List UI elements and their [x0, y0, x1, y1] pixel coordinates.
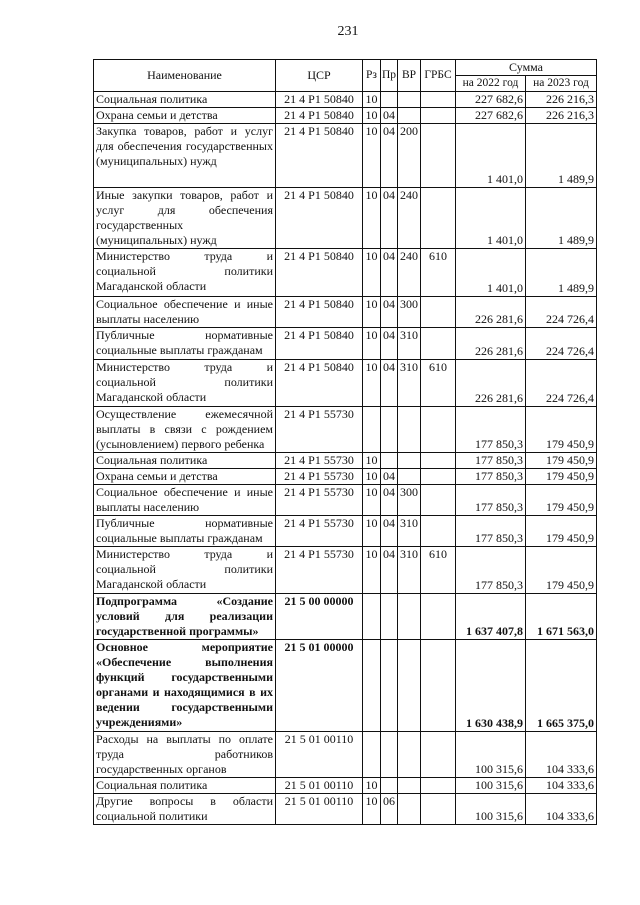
grbs-cell	[421, 794, 456, 825]
sum-2023-cell: 224 726,4	[526, 328, 597, 360]
pr-cell	[381, 778, 398, 794]
csr-cell: 21 4 P1 50840	[276, 328, 363, 360]
rz-cell: 10	[363, 469, 381, 485]
grbs-cell	[421, 732, 456, 778]
header-name: Наименование	[94, 60, 276, 92]
vr-cell	[398, 407, 421, 453]
vr-cell	[398, 794, 421, 825]
name-cell: Министерство труда и социальной политики Магаданской области	[94, 547, 276, 594]
grbs-cell	[421, 485, 456, 516]
sum-2022-cell: 226 281,6	[456, 328, 526, 360]
rz-cell: 10	[363, 188, 381, 249]
pr-cell: 04	[381, 188, 398, 249]
vr-cell	[398, 732, 421, 778]
sum-2022-cell: 226 281,6	[456, 297, 526, 328]
pr-cell: 04	[381, 360, 398, 407]
rz-cell	[363, 594, 381, 640]
rz-cell: 10	[363, 516, 381, 547]
name-cell: Социальная политика	[94, 778, 276, 794]
csr-cell: 21 4 P1 50840	[276, 297, 363, 328]
name-cell: Социальная политика	[94, 453, 276, 469]
sum-2022-cell: 177 850,3	[456, 469, 526, 485]
table-row	[94, 124, 597, 188]
sum-2022-cell: 177 850,3	[456, 516, 526, 547]
rz-cell	[363, 732, 381, 778]
sum-2023-cell: 179 450,9	[526, 453, 597, 469]
rz-cell: 10	[363, 249, 381, 297]
sum-2023-cell: 179 450,9	[526, 547, 597, 594]
header-sum-2022: на 2022 год	[456, 76, 526, 92]
rz-cell	[363, 640, 381, 732]
csr-cell: 21 4 P1 55730	[276, 453, 363, 469]
name-cell: Министерство труда и социальной политики Магаданской области	[94, 360, 276, 407]
csr-cell: 21 4 P1 55730	[276, 516, 363, 547]
grbs-cell	[421, 453, 456, 469]
vr-cell	[398, 469, 421, 485]
table-row	[94, 108, 597, 124]
sum-2022-cell: 226 281,6	[456, 360, 526, 407]
rz-cell: 10	[363, 547, 381, 594]
grbs-cell	[421, 92, 456, 108]
vr-cell	[398, 453, 421, 469]
header-row	[94, 60, 597, 76]
pr-cell	[381, 453, 398, 469]
rz-cell: 10	[363, 328, 381, 360]
vr-cell: 300	[398, 485, 421, 516]
name-cell: Социальное обеспечение и иные выплаты населению	[94, 485, 276, 516]
vr-cell: 300	[398, 297, 421, 328]
grbs-cell	[421, 640, 456, 732]
rz-cell: 10	[363, 92, 381, 108]
csr-cell: 21 4 P1 55730	[276, 469, 363, 485]
pr-cell: 04	[381, 249, 398, 297]
csr-cell: 21 4 P1 50840	[276, 92, 363, 108]
header-vr: ВР	[398, 60, 421, 92]
table-row	[94, 516, 597, 547]
csr-cell: 21 5 01 00110	[276, 732, 363, 778]
header-sum: Сумма	[456, 60, 597, 76]
csr-cell: 21 5 01 00000	[276, 640, 363, 732]
sum-2022-cell: 100 315,6	[456, 732, 526, 778]
vr-cell: 310	[398, 360, 421, 407]
grbs-cell	[421, 297, 456, 328]
rz-cell: 10	[363, 485, 381, 516]
sum-2022-cell: 227 682,6	[456, 108, 526, 124]
rz-cell	[363, 407, 381, 453]
sum-2023-cell: 179 450,9	[526, 516, 597, 547]
sum-2023-cell: 179 450,9	[526, 485, 597, 516]
vr-cell	[398, 108, 421, 124]
vr-cell	[398, 778, 421, 794]
table-row	[94, 469, 597, 485]
rz-cell: 10	[363, 108, 381, 124]
header-pr: Пр	[381, 60, 398, 92]
grbs-cell	[421, 469, 456, 485]
grbs-cell: 610	[421, 360, 456, 407]
grbs-cell: 610	[421, 547, 456, 594]
csr-cell: 21 4 P1 50840	[276, 188, 363, 249]
sum-2023-cell: 179 450,9	[526, 469, 597, 485]
table-header	[94, 60, 597, 92]
sum-2022-cell: 1 630 438,9	[456, 640, 526, 732]
table-row	[94, 188, 597, 249]
name-cell: Закупка товаров, работ и услуг для обеспечения государственных (муниципальных) нужд	[94, 124, 276, 188]
table-row	[94, 485, 597, 516]
table-row	[94, 453, 597, 469]
table-row	[94, 328, 597, 360]
csr-cell: 21 5 00 00000	[276, 594, 363, 640]
name-cell: Расходы на выплаты по оплате труда работников государственных органов	[94, 732, 276, 778]
vr-cell: 310	[398, 516, 421, 547]
pr-cell: 04	[381, 516, 398, 547]
name-cell: Министерство труда и социальной политики Магаданской области	[94, 249, 276, 297]
table-row	[94, 92, 597, 108]
name-cell: Подпрограмма «Создание условий для реализации государственной программы»	[94, 594, 276, 640]
table-row	[94, 640, 597, 732]
name-cell: Социальное обеспечение и иные выплаты населению	[94, 297, 276, 328]
table-row	[94, 732, 597, 778]
sum-2022-cell: 227 682,6	[456, 92, 526, 108]
sum-2022-cell: 1 401,0	[456, 124, 526, 188]
page-number: 231	[337, 24, 359, 39]
pr-cell: 04	[381, 485, 398, 516]
pr-cell	[381, 732, 398, 778]
sum-2023-cell: 226 216,3	[526, 108, 597, 124]
rz-cell: 10	[363, 360, 381, 407]
pr-cell	[381, 640, 398, 732]
pr-cell: 04	[381, 108, 398, 124]
vr-cell	[398, 640, 421, 732]
pr-cell: 04	[381, 469, 398, 485]
name-cell: Другие вопросы в области социальной политики	[94, 794, 276, 825]
sum-2023-cell: 1 671 563,0	[526, 594, 597, 640]
sum-2023-cell: 226 216,3	[526, 92, 597, 108]
csr-cell: 21 4 P1 50840	[276, 108, 363, 124]
sum-2023-cell: 179 450,9	[526, 407, 597, 453]
table-body	[94, 92, 597, 825]
pr-cell: 04	[381, 297, 398, 328]
pr-cell: 04	[381, 328, 398, 360]
pr-cell	[381, 407, 398, 453]
pr-cell: 04	[381, 547, 398, 594]
sum-2022-cell: 1 401,0	[456, 249, 526, 297]
sum-2023-cell: 104 333,6	[526, 794, 597, 825]
table-row	[94, 407, 597, 453]
table-row	[94, 249, 597, 297]
sum-2022-cell: 177 850,3	[456, 407, 526, 453]
grbs-cell: 610	[421, 249, 456, 297]
name-cell: Основное мероприятие «Обеспечение выполнения функций государственными органами и находящимися в их ведении государственными учреждениями»	[94, 640, 276, 732]
csr-cell: 21 4 P1 55730	[276, 485, 363, 516]
vr-cell	[398, 92, 421, 108]
sum-2023-cell: 224 726,4	[526, 297, 597, 328]
rz-cell: 10	[363, 297, 381, 328]
pr-cell: 06	[381, 794, 398, 825]
sum-2023-cell: 1 489,9	[526, 188, 597, 249]
csr-cell: 21 4 P1 55730	[276, 407, 363, 453]
csr-cell: 21 4 P1 55730	[276, 547, 363, 594]
header-rz: Рз	[363, 60, 381, 92]
csr-cell: 21 4 P1 50840	[276, 124, 363, 188]
sum-2022-cell: 177 850,3	[456, 547, 526, 594]
csr-cell: 21 5 01 00110	[276, 778, 363, 794]
sum-2022-cell: 1 401,0	[456, 188, 526, 249]
name-cell: Публичные нормативные социальные выплаты гражданам	[94, 328, 276, 360]
grbs-cell	[421, 594, 456, 640]
table-row	[94, 594, 597, 640]
csr-cell: 21 5 01 00110	[276, 794, 363, 825]
name-cell: Социальная политика	[94, 92, 276, 108]
sum-2023-cell: 104 333,6	[526, 732, 597, 778]
sum-2022-cell: 177 850,3	[456, 453, 526, 469]
grbs-cell	[421, 108, 456, 124]
grbs-cell	[421, 188, 456, 249]
budget-table	[93, 59, 597, 825]
pr-cell	[381, 92, 398, 108]
vr-cell: 310	[398, 547, 421, 594]
grbs-cell	[421, 778, 456, 794]
table-row	[94, 794, 597, 825]
rz-cell: 10	[363, 453, 381, 469]
header-csr: ЦСР	[276, 60, 363, 92]
table-row	[94, 360, 597, 407]
vr-cell: 240	[398, 249, 421, 297]
grbs-cell	[421, 124, 456, 188]
header-grbs: ГРБС	[421, 60, 456, 92]
rz-cell: 10	[363, 794, 381, 825]
vr-cell: 200	[398, 124, 421, 188]
name-cell: Охрана семьи и детства	[94, 108, 276, 124]
rz-cell: 10	[363, 124, 381, 188]
name-cell: Осуществление ежемесячной выплаты в связи с рождением (усыновлением) первого ребенка	[94, 407, 276, 453]
csr-cell: 21 4 P1 50840	[276, 360, 363, 407]
name-cell: Охрана семьи и детства	[94, 469, 276, 485]
sum-2023-cell: 224 726,4	[526, 360, 597, 407]
table-row	[94, 297, 597, 328]
sum-2023-cell: 1 665 375,0	[526, 640, 597, 732]
grbs-cell	[421, 407, 456, 453]
pr-cell	[381, 594, 398, 640]
sum-2022-cell: 100 315,6	[456, 778, 526, 794]
sum-2022-cell: 100 315,6	[456, 794, 526, 825]
vr-cell: 310	[398, 328, 421, 360]
table-row	[94, 547, 597, 594]
rz-cell: 10	[363, 778, 381, 794]
grbs-cell	[421, 516, 456, 547]
name-cell: Иные закупки товаров, работ и услуг для обеспечения государственных (муниципальных) нужд	[94, 188, 276, 249]
sum-2022-cell: 177 850,3	[456, 485, 526, 516]
vr-cell: 240	[398, 188, 421, 249]
header-sum-2023: на 2023 год	[526, 76, 597, 92]
table-row	[94, 778, 597, 794]
sum-2023-cell: 1 489,9	[526, 124, 597, 188]
csr-cell: 21 4 P1 50840	[276, 249, 363, 297]
sum-2022-cell: 1 637 407,8	[456, 594, 526, 640]
grbs-cell	[421, 328, 456, 360]
pr-cell: 04	[381, 124, 398, 188]
sum-2023-cell: 1 489,9	[526, 249, 597, 297]
sum-2023-cell: 104 333,6	[526, 778, 597, 794]
name-cell: Публичные нормативные социальные выплаты гражданам	[94, 516, 276, 547]
vr-cell	[398, 594, 421, 640]
